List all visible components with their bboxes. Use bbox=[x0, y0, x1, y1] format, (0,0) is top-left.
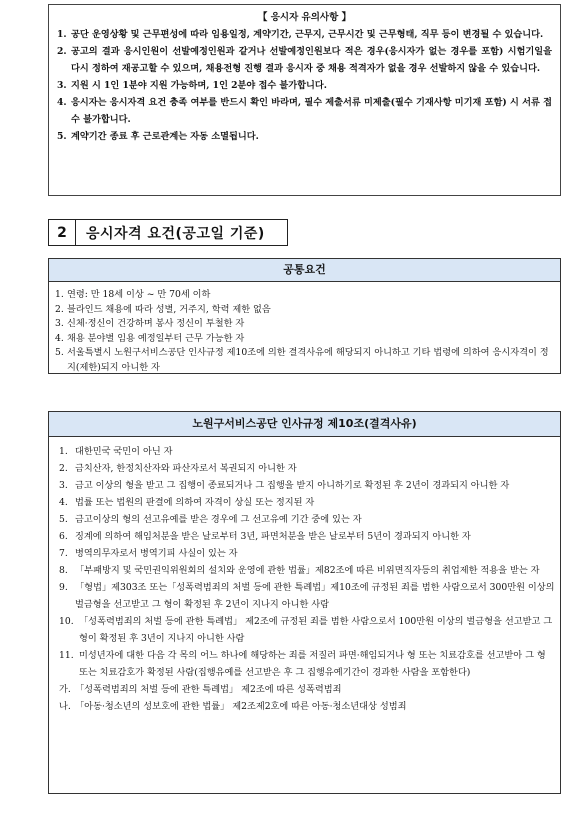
disqualification-text: 징계에 의하여 해임처분을 받은 날로부터 3년, 파면처분을 받은 날로부터 5년이 경과되지 아니한 자 bbox=[75, 531, 471, 542]
notice-item-number: 5. bbox=[57, 131, 67, 142]
requirement-item bbox=[55, 303, 556, 318]
disqualification-subitem bbox=[59, 698, 556, 715]
notice-title: 【 응시자 유의사항 】 bbox=[257, 12, 352, 23]
disqualification-item bbox=[59, 477, 556, 494]
section-number: 2 bbox=[49, 220, 76, 245]
disqualification-title: 노원구서비스공단 인사규정 제10조(결격사유) bbox=[49, 412, 560, 437]
disqualification-text: 대한민국 국민이 아닌 자 bbox=[75, 446, 173, 457]
common-requirements-box bbox=[48, 258, 561, 374]
requirement-number: 5. bbox=[55, 347, 64, 358]
notice-item-number: 3. bbox=[57, 80, 67, 91]
disqualification-box bbox=[48, 411, 561, 794]
notice-item-text: 공고의 결과 응시인원이 선발예정인원과 같거나 선발예정인원보다 적은 경우(응시자가 없는 경우를 포함) 시험기일을 다시 정하여 재공고할 수 있으며, 채용전형 진행 결과 응시자 중 채용 적격자가 없을 경우 선발하지 않을 수 있습니다. bbox=[71, 46, 552, 74]
disqualification-number: 5. bbox=[59, 514, 68, 525]
notice-item-text: 지원 시 1인 1분야 지원 가능하며, 1인 2분야 접수 불가합니다. bbox=[71, 80, 328, 91]
disqualification-text: 병역의무자로서 병역기피 사실이 있는 자 bbox=[75, 548, 238, 559]
requirement-number: 2. bbox=[55, 303, 64, 315]
requirement-text: 블라인드 채용에 따라 성별, 거주지, 학력 제한 없음 bbox=[67, 303, 271, 315]
notice-item-text: 계약기간 종료 후 근로관계는 자동 소멸됩니다. bbox=[71, 131, 259, 142]
notice-item bbox=[57, 128, 552, 145]
disqualification-text: 금고이상의 형의 선고유예를 받은 경우에 그 선고유예 기간 중에 있는 자 bbox=[75, 514, 362, 525]
disqualification-text: 미성년자에 대한 다음 각 목의 어느 하나에 해당하는 죄를 저질러 파면·해임되거나 형 또는 치료감호를 선고받아 그 형 또는 치료감호가 확정된 사람(집행유예를 선고받은 후 그 집행유예기간이 경과한 사람을 포함한다) bbox=[79, 650, 546, 678]
disqualification-item bbox=[59, 562, 556, 579]
requirement-text: 채용 분야별 임용 예정일부터 근무 가능한 자 bbox=[67, 332, 245, 344]
disqualification-list bbox=[49, 437, 560, 715]
disqualification-subitem-marker: 나. bbox=[59, 701, 71, 712]
disqualification-item bbox=[59, 511, 556, 528]
disqualification-number: 3. bbox=[59, 480, 68, 491]
requirement-number: 4. bbox=[55, 332, 64, 344]
disqualification-item bbox=[59, 528, 556, 545]
requirement-text: 연령: 만 18세 이상 ~ 만 70세 이하 bbox=[67, 289, 211, 300]
disqualification-subitem-text: 「아동·청소년의 성보호에 관한 법률」 제2조제2호에 따른 아동·청소년대상 성범죄 bbox=[75, 701, 407, 712]
disqualification-number: 4. bbox=[59, 497, 68, 508]
notice-list bbox=[57, 26, 552, 145]
disqualification-number: 6. bbox=[59, 531, 68, 542]
notice-item-number: 4. bbox=[57, 97, 67, 108]
requirement-text: 서울특별시 노원구서비스공단 인사규정 제10조에 의한 결격사유에 해당되지 아니하고 기타 법령에 의하여 응시자격이 정지(제한)되지 아니한 자 bbox=[67, 347, 549, 373]
disqualification-text: 금치산자, 한정치산자와 파산자로서 복권되지 아니한 자 bbox=[75, 463, 297, 474]
section-title: 응시자격 요건(공고일 기준) bbox=[86, 225, 265, 242]
disqualification-number: 1. bbox=[59, 446, 68, 457]
requirement-number: 1. bbox=[55, 289, 64, 300]
section-heading bbox=[48, 219, 288, 246]
requirement-item bbox=[55, 332, 556, 347]
notice-item-number: 2. bbox=[57, 46, 67, 57]
disqualification-item bbox=[59, 494, 556, 511]
notice-item bbox=[57, 43, 552, 77]
disqualification-number: 9. bbox=[59, 582, 68, 593]
disqualification-item bbox=[59, 613, 556, 647]
disqualification-number: 7. bbox=[59, 548, 68, 559]
notice-item-text: 응시자는 응시자격 요건 충족 여부를 반드시 확인 바라며, 필수 제출서류 미제출(필수 기재사항 미기재 포함) 시 서류 접수 불가합니다. bbox=[71, 97, 552, 125]
disqualification-subitem-text: 「성폭력범죄의 처벌 등에 관한 특례법」 제2조에 따른 성폭력범죄 bbox=[75, 684, 342, 695]
disqualification-subitem bbox=[59, 681, 556, 698]
disqualification-number: 11. bbox=[59, 650, 74, 661]
notice-item bbox=[57, 26, 552, 43]
disqualification-item bbox=[59, 460, 556, 477]
disqualification-text: 「부패방지 및 국민권익위원회의 설치와 운영에 관한 법률」제82조에 따른 비위면직자등의 취업제한 적용을 받는 자 bbox=[75, 565, 540, 576]
disqualification-number: 8. bbox=[59, 565, 68, 576]
disqualification-item bbox=[59, 647, 556, 681]
requirement-item bbox=[55, 288, 556, 303]
notice-item bbox=[57, 77, 552, 94]
disqualification-item bbox=[59, 579, 556, 613]
requirement-text: 신체·정신이 건강하며 봉사 정신이 투철한 자 bbox=[67, 318, 245, 329]
requirement-item bbox=[55, 346, 556, 375]
notice-item bbox=[57, 94, 552, 128]
disqualification-text: 「성폭력범죄의 처벌 등에 관한 특례법」 제2조에 규정된 죄를 범한 사람으로서 100만원 이상의 벌금형을 선고받고 그 형이 확정된 후 3년이 지나지 아니한 사람 bbox=[79, 616, 553, 644]
notice-item-number: 1. bbox=[57, 29, 67, 40]
common-requirements-title: 공통요건 bbox=[49, 259, 560, 282]
disqualification-text: 법률 또는 법원의 판결에 의하여 자격이 상실 또는 정지된 자 bbox=[75, 497, 315, 508]
disqualification-number: 10. bbox=[59, 616, 74, 627]
requirement-number: 3. bbox=[55, 318, 64, 329]
disqualification-text: 「형법」제303조 또는「성폭력범죄의 처벌 등에 관한 특례법」제10조에 규정된 죄를 범한 사람으로서 300만원 이상의 벌금형을 선고받고 그 형이 확정된 후 2년이 지나지 아니한 사람 bbox=[75, 582, 555, 610]
requirement-item bbox=[55, 317, 556, 332]
disqualification-number: 2. bbox=[59, 463, 68, 474]
applicant-notice-box bbox=[48, 4, 561, 196]
notice-item-text: 공단 운영상황 및 근무편성에 따라 임용일정, 계약기간, 근무지, 근무시간 및 근무형태, 직무 등이 변경될 수 있습니다. bbox=[71, 29, 544, 40]
disqualification-subitem-marker: 가. bbox=[59, 684, 71, 695]
disqualification-text: 금고 이상의 형을 받고 그 집행이 종료되거나 그 집행을 받지 아니하기로 확정된 후 2년이 경과되지 아니한 자 bbox=[75, 480, 510, 491]
disqualification-item bbox=[59, 443, 556, 460]
disqualification-item bbox=[59, 545, 556, 562]
common-requirements-list bbox=[49, 282, 560, 375]
